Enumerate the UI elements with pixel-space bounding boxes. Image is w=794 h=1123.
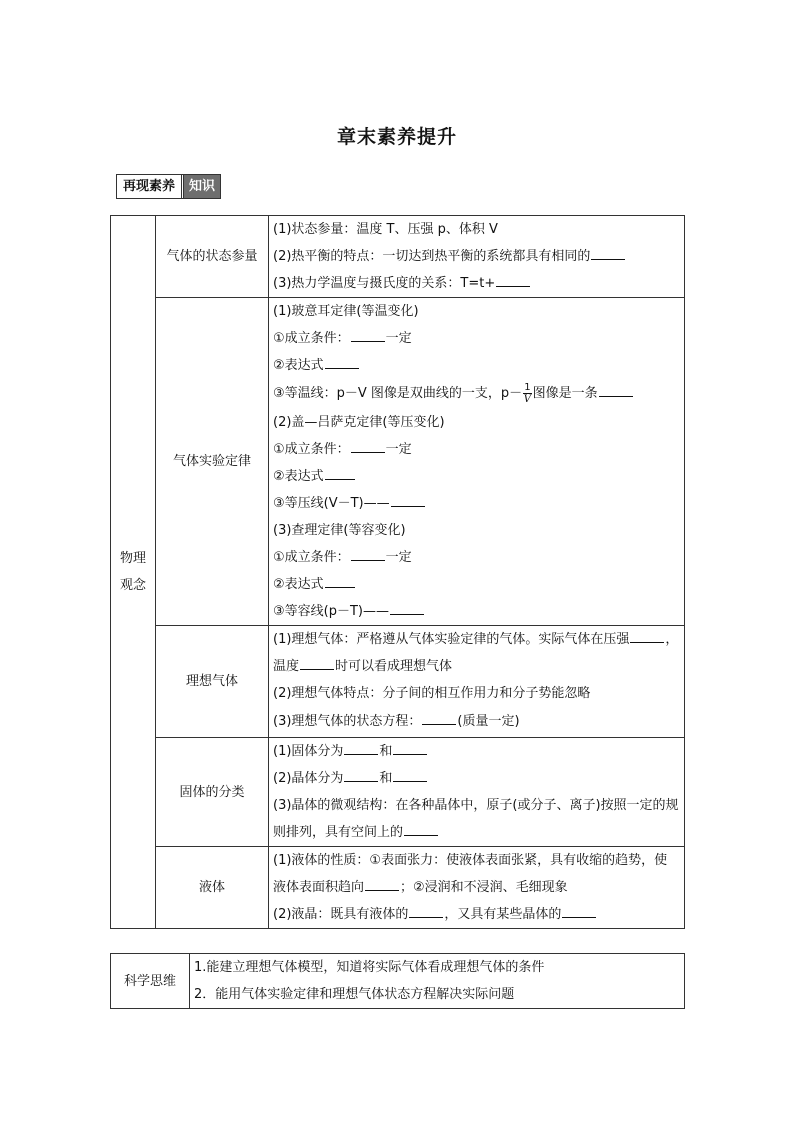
content-line: ②表达式: [273, 571, 680, 598]
section-content: [269, 626, 685, 738]
thinking-table: [110, 953, 685, 1009]
answer-blank[interactable]: [351, 325, 385, 342]
content-line: (2)晶体分为 和: [273, 765, 680, 792]
answer-blank[interactable]: [422, 708, 456, 725]
content-line: (3)查理定律(等容变化): [273, 523, 406, 538]
answer-blank[interactable]: [409, 901, 443, 918]
answer-blank[interactable]: [344, 765, 378, 782]
answer-blank[interactable]: [325, 463, 355, 480]
content-line: ②表达式: [273, 352, 680, 379]
table-row: [111, 216, 685, 298]
summary-table: [110, 215, 685, 929]
category-physics-concept: [111, 216, 156, 929]
answer-blank[interactable]: [351, 544, 385, 561]
section-gas-state: 气体的状态参量: [156, 216, 269, 298]
content-line: (2)热平衡的特点：一切达到热平衡的系统都具有相同的: [273, 243, 680, 270]
table-row: [111, 954, 685, 1009]
section-content: [269, 216, 685, 298]
badge-label: 再现素养: [117, 175, 184, 198]
content-line: (1)液体的性质：①表面张力：使液体表面张紧，具有收缩的趋势，使液体表面积趋向 ；②浸润和不浸润、毛细现象: [273, 853, 668, 895]
table-row: [111, 298, 685, 626]
content-line: 1.能建立理想气体模型，知道将实际气体看成理想气体的条件: [194, 960, 545, 975]
answer-blank[interactable]: [393, 765, 427, 782]
section-badge: [116, 174, 221, 199]
category-scientific-thinking: 科学思维: [111, 954, 190, 1009]
section-solid-types: 固体的分类: [156, 738, 269, 847]
answer-blank[interactable]: [351, 436, 385, 453]
section-gas-laws: 气体实验定律: [156, 298, 269, 626]
content-line: ③等容线(p－T)——: [273, 598, 680, 625]
answer-blank[interactable]: [599, 380, 633, 397]
answer-blank[interactable]: [562, 901, 596, 918]
section-ideal-gas: 理想气体: [156, 626, 269, 738]
answer-blank[interactable]: [591, 243, 625, 260]
section-liquid: 液体: [156, 847, 269, 929]
content-line: (1)固体分为 和: [273, 738, 680, 765]
answer-blank[interactable]: [325, 352, 359, 369]
fraction-1-over-v: $\frac{1}{V}$: [523, 382, 531, 405]
answer-blank[interactable]: [344, 738, 378, 755]
answer-blank[interactable]: [393, 738, 427, 755]
answer-blank[interactable]: [404, 819, 438, 836]
content-line: (2)理想气体特点：分子间的相互作用力和分子势能忽略: [273, 686, 591, 701]
answer-blank[interactable]: [365, 874, 399, 891]
table-row: [111, 847, 685, 929]
content-line: (2)液晶：既具有液体的 ，又具有某些晶体的: [273, 901, 680, 928]
answer-blank[interactable]: [496, 270, 530, 287]
content-line: ③等压线(V－T)——: [273, 490, 680, 517]
section-content: [190, 954, 685, 1009]
section-content: [269, 298, 685, 626]
content-line: ③等温线：p－V 图像是双曲线的一支，p－ $\frac{1}{V}$ 图像是一条: [273, 379, 680, 409]
content-line: (3)理想气体的状态方程： (质量一定): [273, 707, 680, 737]
answer-blank[interactable]: [300, 653, 334, 670]
content-line: (3)晶体的微观结构：在各种晶体中，原子(或分子、离子)按照一定的规则排列，具有空间上的: [273, 798, 679, 840]
content-line: ②表达式: [273, 463, 680, 490]
content-line: (1)理想气体：严格遵从气体实验定律的气体。实际气体在压强 ，: [273, 626, 680, 653]
content-line: (1)玻意耳定律(等温变化): [273, 304, 419, 319]
answer-blank[interactable]: [390, 598, 424, 615]
category-label: 物理观念: [119, 551, 146, 593]
table-row: [111, 626, 685, 738]
content-line: 温度 时可以看成理想气体: [273, 653, 680, 680]
answer-blank[interactable]: [325, 571, 355, 588]
section-content: [269, 847, 685, 929]
answer-blank[interactable]: [630, 626, 664, 643]
content-line: (3)热力学温度与摄氏度的关系：T=t+: [273, 270, 680, 297]
content-line: ①成立条件： 一定: [273, 436, 680, 463]
content-line: (2)盖—吕萨克定律(等压变化): [273, 415, 445, 430]
section-content: [269, 738, 685, 847]
table-row: [111, 738, 685, 847]
page-title: 章末素养提升: [336, 126, 457, 148]
content-line: (1)状态参量：温度 T、压强 p、体积 V: [273, 222, 498, 237]
content-line: ①成立条件： 一定: [273, 325, 680, 352]
badge-tag: 知识: [184, 175, 220, 198]
answer-blank[interactable]: [391, 490, 425, 507]
content-line: 2．能用气体实验定律和理想气体状态方程解决实际问题: [194, 987, 515, 1002]
content-line: ①成立条件： 一定: [273, 544, 680, 571]
